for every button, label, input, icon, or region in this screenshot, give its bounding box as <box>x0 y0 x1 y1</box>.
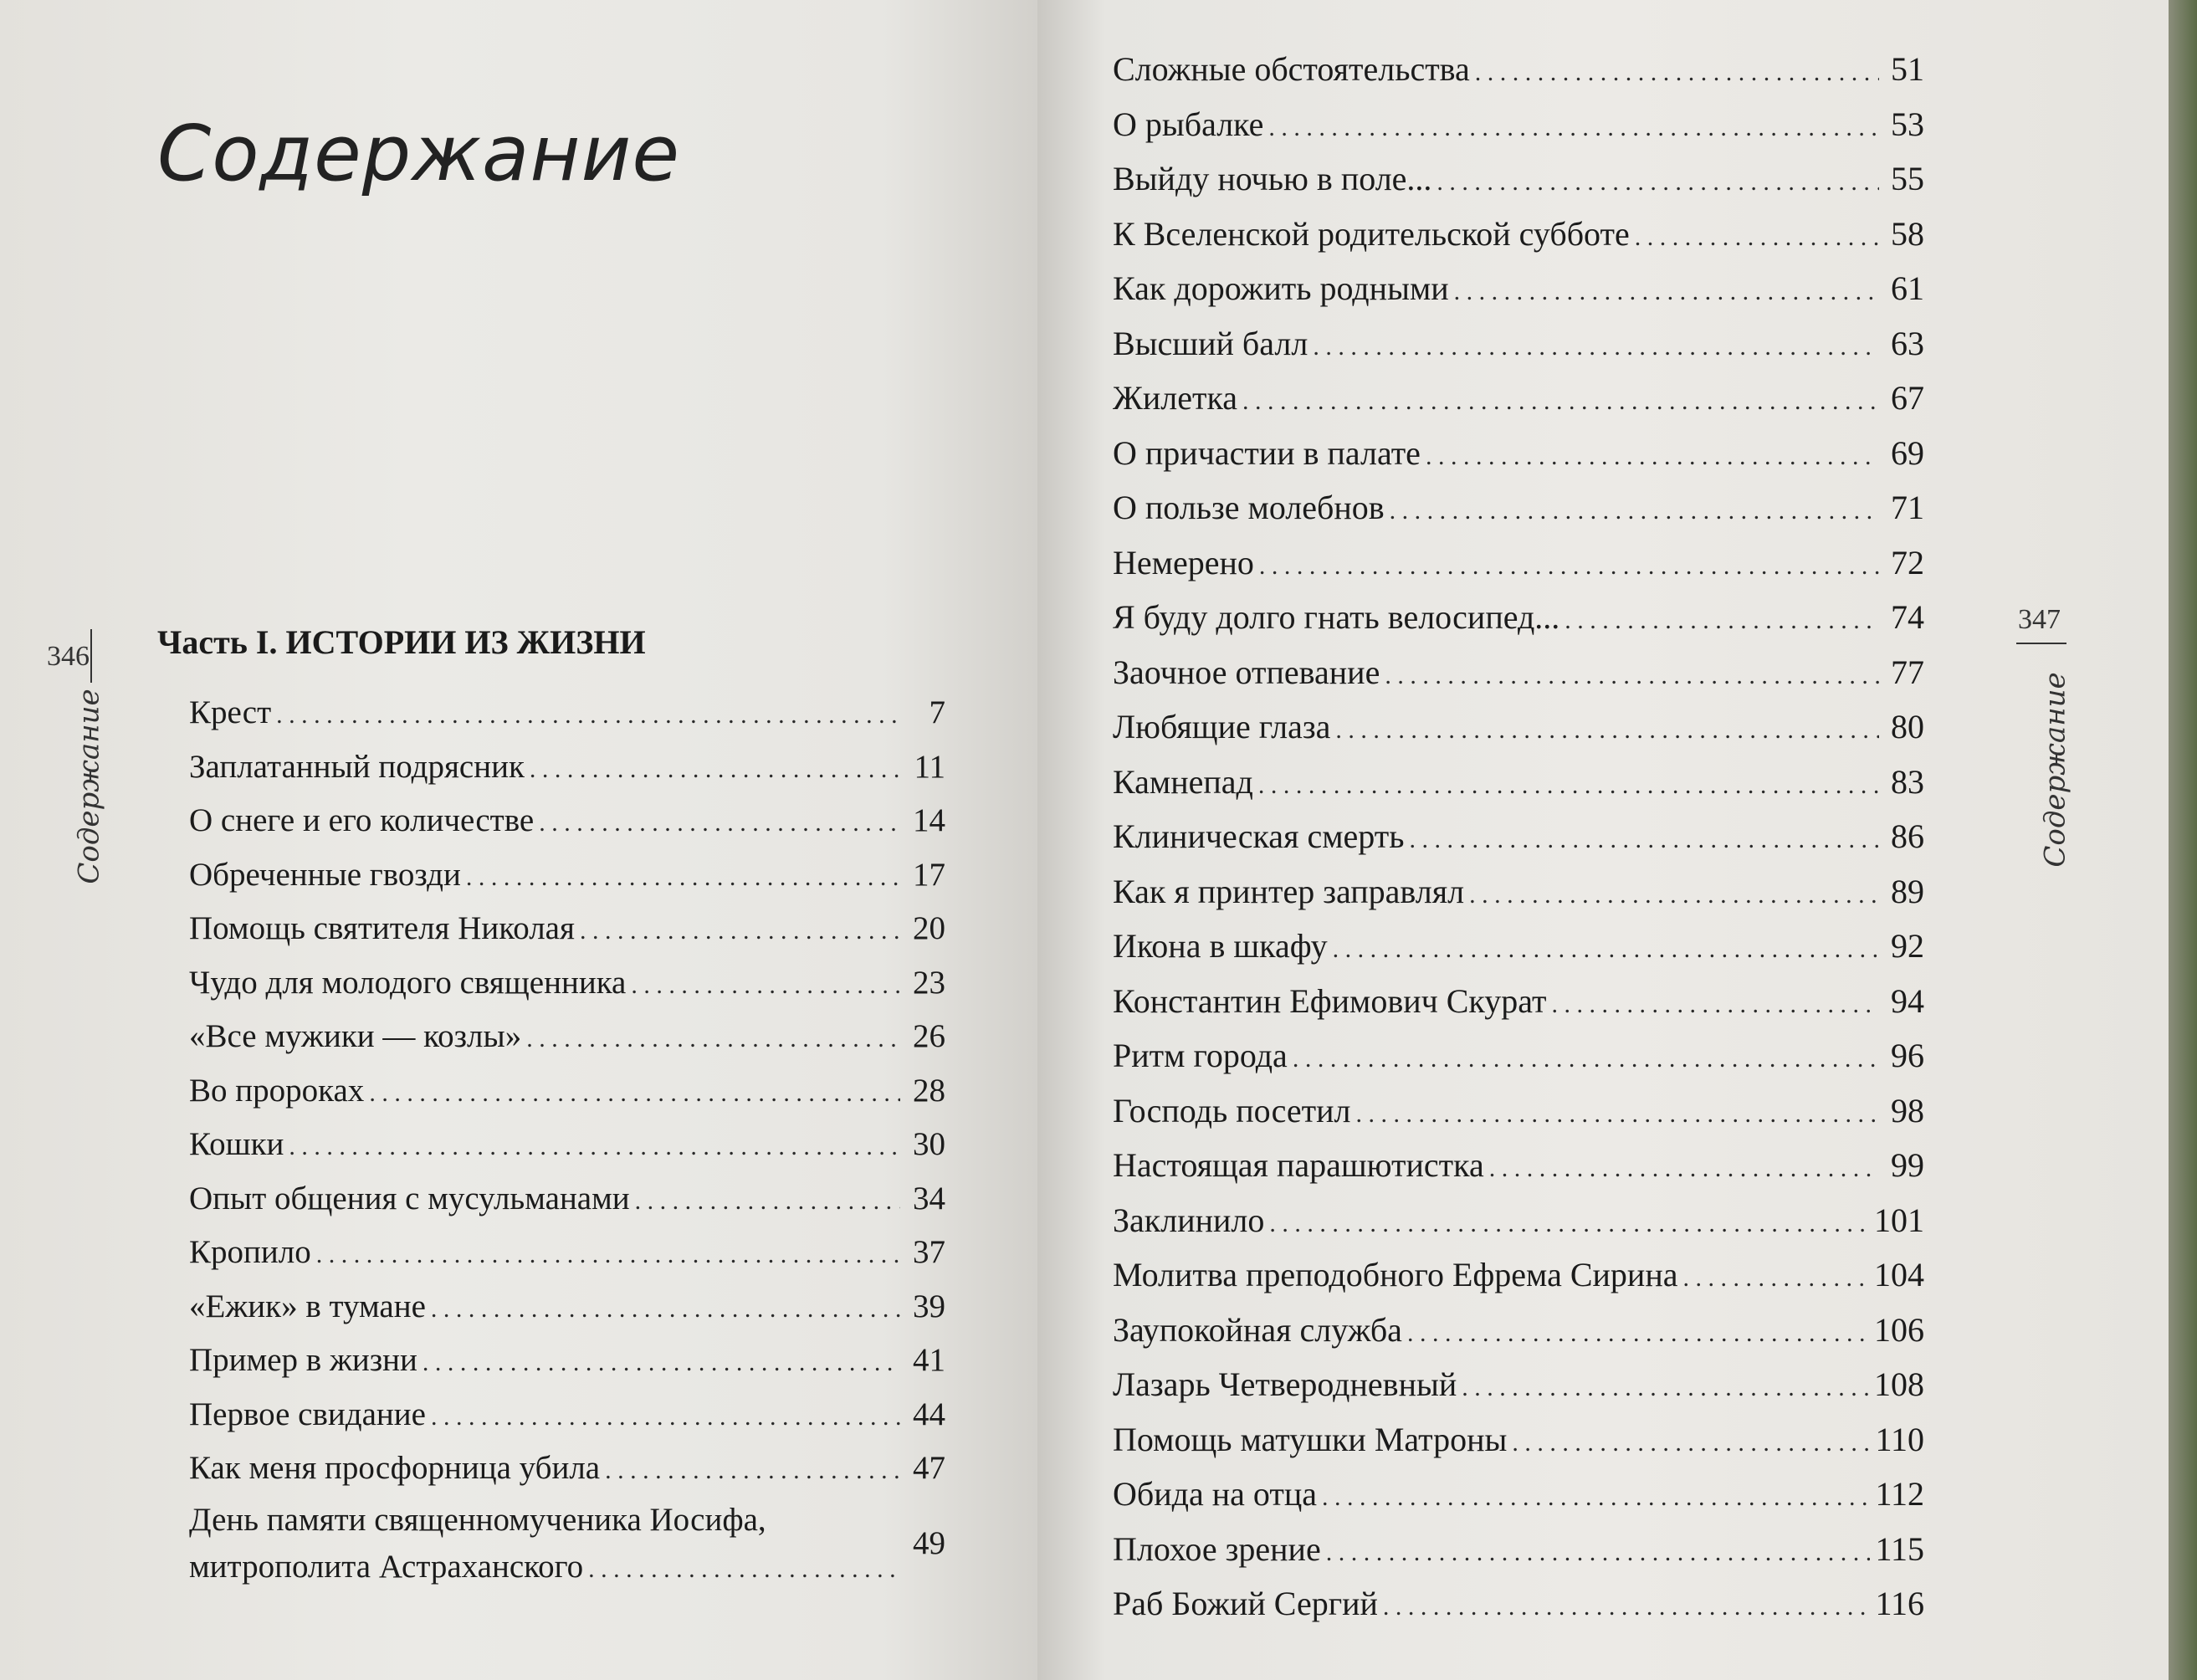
leader-dots <box>1635 207 1879 265</box>
toc-entry[interactable]: О причастии в палате . . . 69 <box>1113 426 1924 481</box>
leader-dots <box>1454 261 1879 320</box>
toc-entry[interactable]: Как меня просфорница убила . . . 47 <box>189 1442 945 1496</box>
leader-dots <box>422 1334 900 1391</box>
leader-dots <box>1383 1576 1871 1635</box>
leader-dots <box>276 686 900 743</box>
toc-list-right <box>1113 42 1924 1631</box>
leader-dots <box>580 902 900 959</box>
leader-dots <box>1409 809 1879 868</box>
running-head-left: Содержание <box>72 689 106 884</box>
toc-entry[interactable]: Ритм города . . . 96 <box>1113 1028 1924 1083</box>
toc-entry[interactable]: Заупокойная служба . . . 106 <box>1113 1303 1924 1358</box>
left-page <box>0 0 1037 1680</box>
toc-entry[interactable]: Константин Ефимович Скурат . . . 94 <box>1113 974 1924 1029</box>
toc-entry[interactable]: «Ежик» в тумане . . . 39 <box>189 1280 945 1334</box>
toc-entry[interactable]: «Все мужики — козлы» . . . 26 <box>189 1010 945 1064</box>
leader-dots <box>1489 1138 1879 1196</box>
toc-entry[interactable]: Раб Божий Сергий . . . 116 <box>1113 1576 1924 1631</box>
toc-entry[interactable]: Помощь святителя Николая . . . 20 <box>189 902 945 956</box>
leader-dots <box>1326 1522 1871 1580</box>
leader-dots <box>635 1172 900 1229</box>
leader-dots <box>1335 699 1879 758</box>
toc-entry[interactable]: О пользе молебнов . . . 71 <box>1113 480 1924 535</box>
leader-dots <box>1293 1028 1879 1087</box>
leader-dots <box>316 1226 900 1283</box>
leader-dots <box>369 1064 900 1121</box>
toc-entry[interactable]: К Вселенской родительской субботе . . . 58 <box>1113 207 1924 262</box>
leader-dots <box>431 1280 900 1337</box>
leader-dots <box>1390 480 1879 539</box>
leader-dots <box>1258 755 1879 813</box>
toc-entry[interactable]: Камнепад . . . 83 <box>1113 755 1924 810</box>
toc-entry[interactable]: О рыбалке . . . 53 <box>1113 97 1924 152</box>
toc-entry[interactable]: Чудо для молодого священника . . . 23 <box>189 956 945 1011</box>
leader-dots <box>1475 42 1879 100</box>
leader-dots <box>1333 919 1879 977</box>
toc-entry[interactable]: Немерено . . . 72 <box>1113 535 1924 591</box>
toc-entry[interactable]: Выйду ночью в поле... . . . 55 <box>1113 151 1924 207</box>
toc-entry[interactable]: Лазарь Четверодневный . . . 108 <box>1113 1357 1924 1412</box>
toc-entry[interactable]: Во пророках . . . 28 <box>189 1064 945 1119</box>
leader-dots <box>1683 1247 1870 1306</box>
part-heading: Часть I. ИСТОРИИ ИЗ ЖИЗНИ <box>157 623 646 661</box>
right-page <box>1037 0 2169 1680</box>
leader-dots <box>588 1544 900 1593</box>
leader-dots <box>1407 1303 1869 1361</box>
page-number-right: 347 <box>2018 604 2061 635</box>
leader-dots <box>1469 864 1879 923</box>
toc-list-left <box>189 686 945 1593</box>
folio-rule-left <box>90 629 92 683</box>
toc-entry[interactable]: Обида на отца . . . 112 <box>1113 1467 1924 1522</box>
toc-entry[interactable]: Пример в жизни . . . 41 <box>189 1334 945 1388</box>
leader-dots <box>289 1118 900 1175</box>
leader-dots <box>1269 1193 1869 1252</box>
toc-entry[interactable]: Помощь матушки Матроны . . . 110 <box>1113 1412 1924 1467</box>
toc-entry[interactable]: Молитва преподобного Ефрема Сирина . . . 104 <box>1113 1247 1924 1303</box>
leader-dots <box>1426 426 1879 484</box>
leader-dots <box>1259 535 1879 594</box>
toc-entry[interactable]: Крест . . . 7 <box>189 686 945 740</box>
toc-entry[interactable]: Как дорожить родными . . . 61 <box>1113 261 1924 316</box>
leader-dots <box>1355 1083 1879 1142</box>
leader-dots <box>431 1388 900 1445</box>
leader-dots <box>605 1442 900 1498</box>
leader-dots <box>1462 1357 1869 1416</box>
toc-entry[interactable]: Заочное отпевание . . . 77 <box>1113 645 1924 700</box>
leader-dots <box>631 956 900 1013</box>
toc-entry[interactable]: Плохое зрение . . . 115 <box>1113 1522 1924 1577</box>
toc-entry[interactable]: Высший балл . . . 63 <box>1113 316 1924 371</box>
leader-dots <box>1268 97 1879 156</box>
leader-dots <box>530 740 900 797</box>
toc-entry[interactable]: Клиническая смерть . . . 86 <box>1113 809 1924 864</box>
toc-entry[interactable]: Господь посетил . . . 98 <box>1113 1083 1924 1139</box>
leader-dots <box>1565 590 1879 648</box>
toc-entry-line1: День памяти священномученика Иосифа, <box>189 1501 766 1538</box>
toc-entry[interactable]: О снеге и его количестве . . . 14 <box>189 794 945 848</box>
leader-dots <box>1385 645 1879 704</box>
running-head-right: Содержание <box>2038 672 2072 868</box>
leader-dots <box>539 794 900 851</box>
toc-entry[interactable]: Настоящая парашютистка . . . 99 <box>1113 1138 1924 1193</box>
page-number-left: 346 <box>47 641 90 672</box>
toc-entry[interactable]: Обреченные гвозди . . . 17 <box>189 848 945 903</box>
toc-entry[interactable]: Любящие глаза . . . 80 <box>1113 699 1924 755</box>
toc-entry[interactable]: Сложные обстоятельства . . . 51 <box>1113 42 1924 97</box>
leader-dots <box>1436 151 1879 210</box>
toc-entry[interactable]: Заклинило . . . 101 <box>1113 1193 1924 1248</box>
toc-entry-multiline[interactable]: День памяти священномученика Иосифа, митрополита Астраханского . . . 49 <box>189 1496 945 1593</box>
leader-dots <box>1552 974 1880 1032</box>
leader-dots <box>526 1010 900 1067</box>
toc-title: Содержание <box>157 109 680 198</box>
folio-rule-right <box>2016 643 2066 644</box>
leader-dots <box>1242 371 1879 429</box>
toc-entry-line2: митрополита Астраханского <box>189 1548 584 1585</box>
toc-entry[interactable]: Заплатанный подрясник . . . 11 <box>189 740 945 795</box>
leader-dots <box>1512 1412 1870 1471</box>
leader-dots <box>1322 1467 1870 1525</box>
toc-entry[interactable]: Кошки . . . 30 <box>189 1118 945 1172</box>
toc-entry[interactable]: Кропило . . . 37 <box>189 1226 945 1280</box>
leader-dots <box>466 848 900 905</box>
toc-entry[interactable]: Как я принтер заправлял . . . 89 <box>1113 864 1924 919</box>
toc-entry[interactable]: Жилетка . . . 67 <box>1113 371 1924 426</box>
toc-entry[interactable]: Икона в шкафу . . . 92 <box>1113 919 1924 974</box>
leader-dots <box>1313 316 1879 375</box>
toc-entry[interactable]: Опыт общения с мусульманами . . . 34 <box>189 1172 945 1227</box>
toc-entry[interactable]: Первое свидание . . . 44 <box>189 1388 945 1442</box>
toc-entry[interactable]: Я буду долго гнать велосипед... . . . 74 <box>1113 590 1924 645</box>
book-cover-edge <box>2169 0 2197 1680</box>
